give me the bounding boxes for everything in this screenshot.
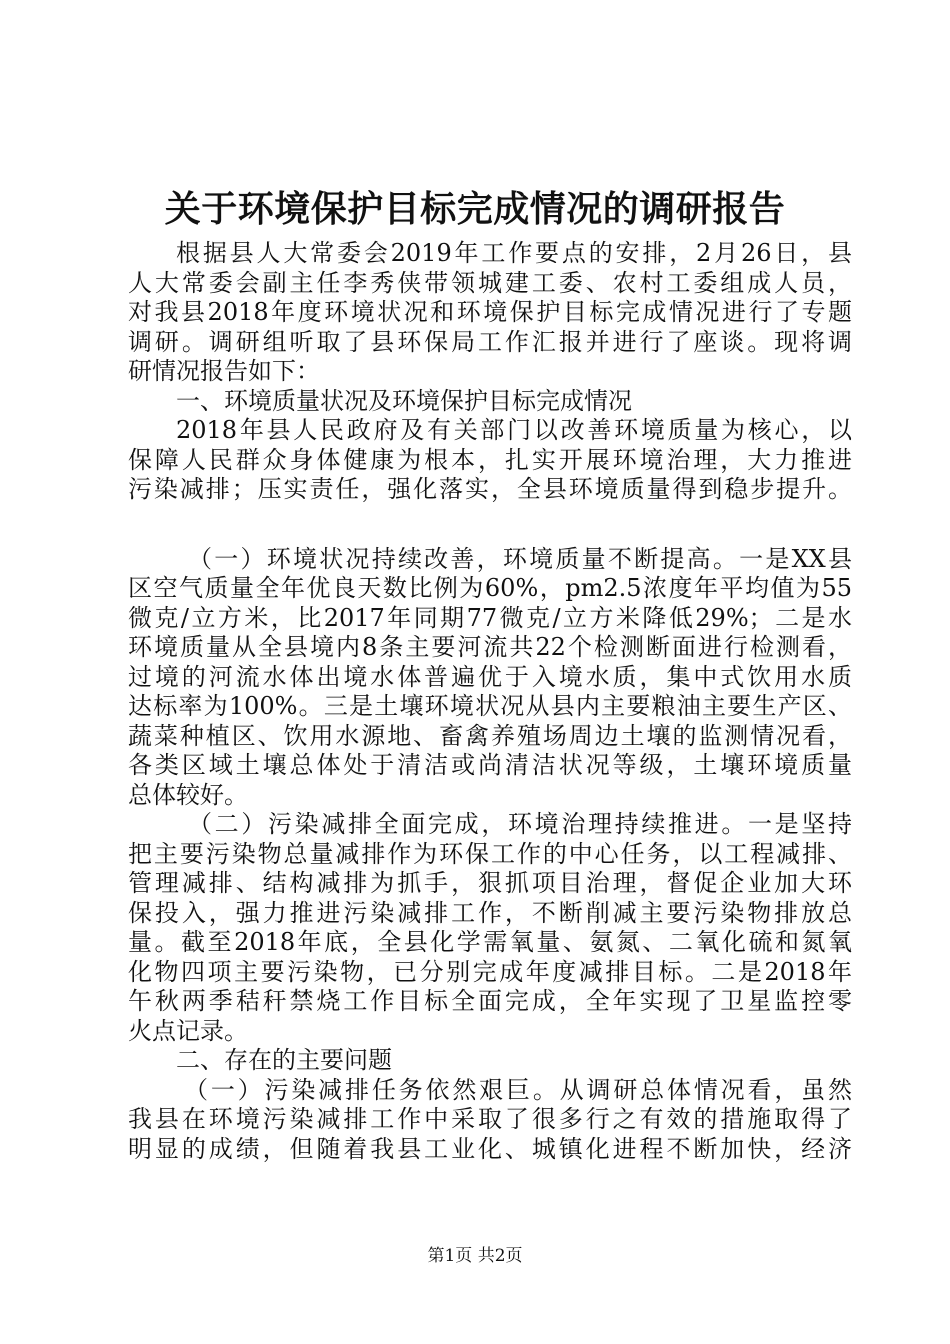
- document-body: [128, 239, 852, 1164]
- paragraph-line: 区空气质量全年优良天数比例为60%，pm2.5浓度年平均值为55: [128, 574, 852, 602]
- paragraph-line: 把主要污染物总量减排作为环保工作的中心任务，以工程减排、: [128, 839, 852, 868]
- paragraph-line: （一）环境状况持续改善，环境质量不断提高。一是XX县: [188, 544, 852, 573]
- paragraph-line: 量。截至2018年底，全县化学需氧量、氨氮、二氧化硫和氮氧: [128, 928, 852, 956]
- paragraph-line: 明显的成绩，但随着我县工业化、城镇化进程不断加快，经济: [128, 1134, 852, 1163]
- paragraph-line: 达标率为100%。三是土壤环境状况从县内主要粮油主要生产区、: [128, 692, 852, 720]
- paragraph-line: （二）污染减排全面完成，环境治理持续推进。一是坚持: [188, 810, 852, 838]
- paragraph-gap: [128, 505, 852, 545]
- paragraph-line: 各类区域土壤总体处于清洁或尚清洁状况等级，土壤环境质量: [128, 751, 852, 779]
- paragraph-line: 总体较好。: [128, 780, 248, 809]
- paragraph-line: 调研。调研组听取了县环保局工作汇报并进行了座谈。现将调: [128, 327, 852, 356]
- paragraph-line: 研情况报告如下：: [128, 357, 320, 385]
- paragraph-line: 管理减排、结构减排为抓手，狠抓项目治理，督促企业加大环: [128, 869, 852, 897]
- paragraph-line: 人大常委会副主任李秀侠带领城建工委、农村工委组成人员，: [128, 268, 852, 297]
- page-footer: 第1页 共2页: [427, 1246, 523, 1266]
- section-heading: 二、存在的主要问题: [176, 1046, 392, 1074]
- section-heading: 一、环境质量状况及环境保护目标完成情况: [176, 386, 632, 415]
- paragraph-line: 午秋两季秸秆禁烧工作目标全面完成，全年实现了卫星监控零: [128, 987, 852, 1015]
- paragraph-line: 我县在环境污染减排工作中采取了很多行之有效的措施取得了: [128, 1105, 852, 1133]
- paragraph-line: 蔬菜种植区、饮用水源地、畜禽养殖场周边土壤的监测情况看，: [128, 721, 852, 750]
- paragraph-line: 微克/立方米，比2017年同期77微克/立方米降低29%；二是水: [128, 603, 852, 632]
- paragraph-line: 保障人民群众身体健康为根本，扎实开展环境治理，大力推进: [128, 445, 852, 474]
- paragraph-line: 化物四项主要污染物，已分别完成年度减排目标。二是2018年: [128, 957, 852, 986]
- paragraph-line: （一）污染减排任务依然艰巨。从调研总体情况看，虽然: [184, 1075, 852, 1104]
- paragraph-line: 污染减排；压实责任，强化落实，全县环境质量得到稳步提升。: [128, 475, 852, 503]
- document-title: 关于环境保护目标完成情况的调研报告: [164, 188, 786, 230]
- paragraph-line: 保投入，强力推进污染减排工作，不断削减主要污染物排放总: [128, 898, 852, 927]
- paragraph-line: 根据县人大常委会2019年工作要点的安排，2月26日，县: [176, 239, 852, 267]
- paragraph-line: 2018年县人民政府及有关部门以改善环境质量为核心，以: [176, 416, 852, 444]
- paragraph-line: 对我县2018年度环境状况和环境保护目标完成情况进行了专题: [128, 298, 852, 326]
- paragraph-line: 过境的河流水体出境水体普遍优于入境水质，集中式饮用水质: [128, 662, 852, 691]
- paragraph-line: 环境质量从全县境内8条主要河流共22个检测断面进行检测看，: [128, 633, 852, 661]
- paragraph-line: 火点记录。: [128, 1016, 248, 1045]
